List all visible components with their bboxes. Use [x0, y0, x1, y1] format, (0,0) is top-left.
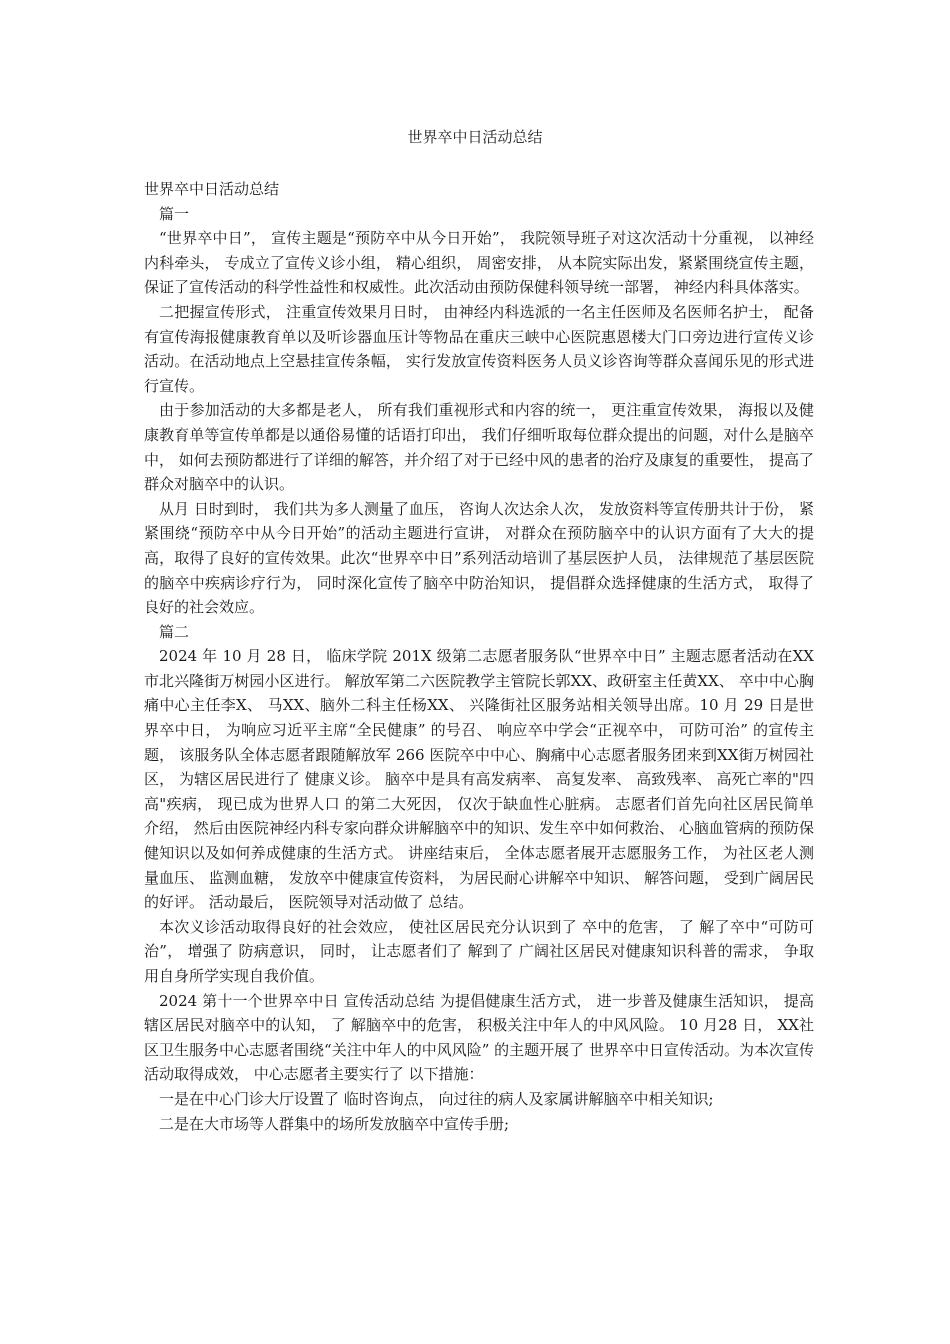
paragraph: 从月 日时到时， 我们共为多人测量了血压， 咨询人次达余人次， 发放资料等宣传册共计于份， 紧紧围绕“预防卒中从今日开始”的活动主题进行宣讲， 对群众在预防脑卒中的认识方面有了大大的提高，取得了良好的宣传效果。此次“世界卒中日”系列活动培训了基层医护人员， 法律规范了基层医院的脑卒中疾病诊疗行为， 同时深化宣传了脑卒中防治知识， 提倡群众选择健康的生活方式， 取得了良好的社会效应。 — [144, 499, 814, 617]
section-label-1: 篇一 — [159, 204, 190, 223]
section-label-2: 篇二 — [159, 622, 190, 641]
document-title: 世界卒中日活动总结 — [407, 128, 543, 146]
paragraph: 2024 年 10 月 28 日， 临床学院 201X 级第二志愿者服务队“世界卒中日” 主题志愿者活动在XX市北兴隆街万树园小区进行。 解放军第二六医院教学主管院长郭XX、政研室主任黄XX、 卒中中心胸痛中心主任李X、 马XX、脑外二科主任杨XX、 兴隆街社区服务站相关领导出席。10 月 29 日是世界卒中日， 为响应习近平主席“全民健康” 的号召、 响应卒中学会“正视卒中， 可防可治” 的宣传主题， 该服务队全体志愿者跟随解放军 266 医院卒中中心、胸痛中心志愿者服务团来到XX街万树园社区， 为辖区居民进行了 健康义诊。 脑卒中是具有高发病率、 高复发率、 高致残率、 高死亡率的"四高"疾病， 现已成为世界人口 的第二大死因， 仅次于缺血性心脏病。 志愿者们首先向社区居民简单介绍， 然后由医院神经内科专家向群众讲解脑卒中的知识、发生卒中如何救治、 心脑血管病的预防保健知识以及如何养成健康的生活方式。 讲座结束后， 全体志愿者展开志愿服务工作， 为社区老人测量血压、 监测血糖， 发放卒中健康宣传资料， 为居民耐心讲解卒中知识、 解答问题， 受到广阔居民的好评。 活动最后， 医院领导对活动做了 总结。 — [144, 647, 814, 912]
paragraph: 由于参加活动的大多都是老人， 所有我们重视形式和内容的统一， 更注重宣传效果， 海报以及健康教育单等宣传单都是以通俗易懂的话语打印出， 我们仔细听取每位群众提出的问题，对什么是脑卒中， 如何去预防都进行了详细的解答，并介绍了对于已经中风的患者的治疗及康复的重要性， 提高了群众对脑卒中的认识。 — [144, 401, 814, 494]
paragraph: “世界卒中日”， 宣传主题是“预防卒中从今日开始”， 我院领导班子对这次活动十分重视， 以神经内科牵头， 专成立了宣传义诊小组， 精心组织， 周密安排， 从本院实际出发，紧紧围绕宣传主题， 保证了宣传活动的科学性益性和权威性。此次活动由预防保健科领导统一部署， 神经内科具体落实。 — [144, 229, 819, 297]
paragraph: 二是在大市场等人群集中的场所发放脑卒中宣传手册; — [159, 1114, 510, 1133]
document-subtitle: 世界卒中日活动总结 — [144, 180, 280, 198]
paragraph: 一是在中心门诊大厅设置了 临时咨询点， 向过往的病人及家属讲解脑卒中相关知识; — [159, 1089, 714, 1108]
paragraph: 二把握宣传形式， 注重宣传效果月日时， 由神经内科选派的一名主任医师及名医师名护士， 配备有宣传海报健康教育单以及听诊器血压计等物品在重庆三峡中心医院惠恩楼大门口旁边进行宣传义诊活动。在活动地点上空悬挂宣传条幅， 实行发放宣传资料医务人员义诊咨询等群众喜闻乐见的形式进行宣传。 — [144, 302, 814, 395]
document-body — [144, 177, 819, 1136]
paragraph: 本次义诊活动取得良好的社会效应， 使社区居民充分认识到了 卒中的危害， 了 解了卒中“可防可治”， 增强了 防病意识， 同时， 让志愿者们了 解到了 广阔社区居民对健康知识科普的需求， 争取用自身所学实现自我价值。 — [144, 917, 814, 985]
paragraph: 2024 第十一个世界卒中日 宣传活动总结 为提倡健康生活方式， 进一步普及健康生活知识， 提高辖区居民对脑卒中的认知， 了 解脑卒中的危害， 积极关注中年人的中风风险。 10 月28 日， XX社区卫生服务中心志愿者围绕“关注中年人的中风风险” 的主题开展了 世界卒中日宣传活动。为本次宣传活动取得成效， 中心志愿者主要实行了 以下措施： — [144, 991, 814, 1084]
